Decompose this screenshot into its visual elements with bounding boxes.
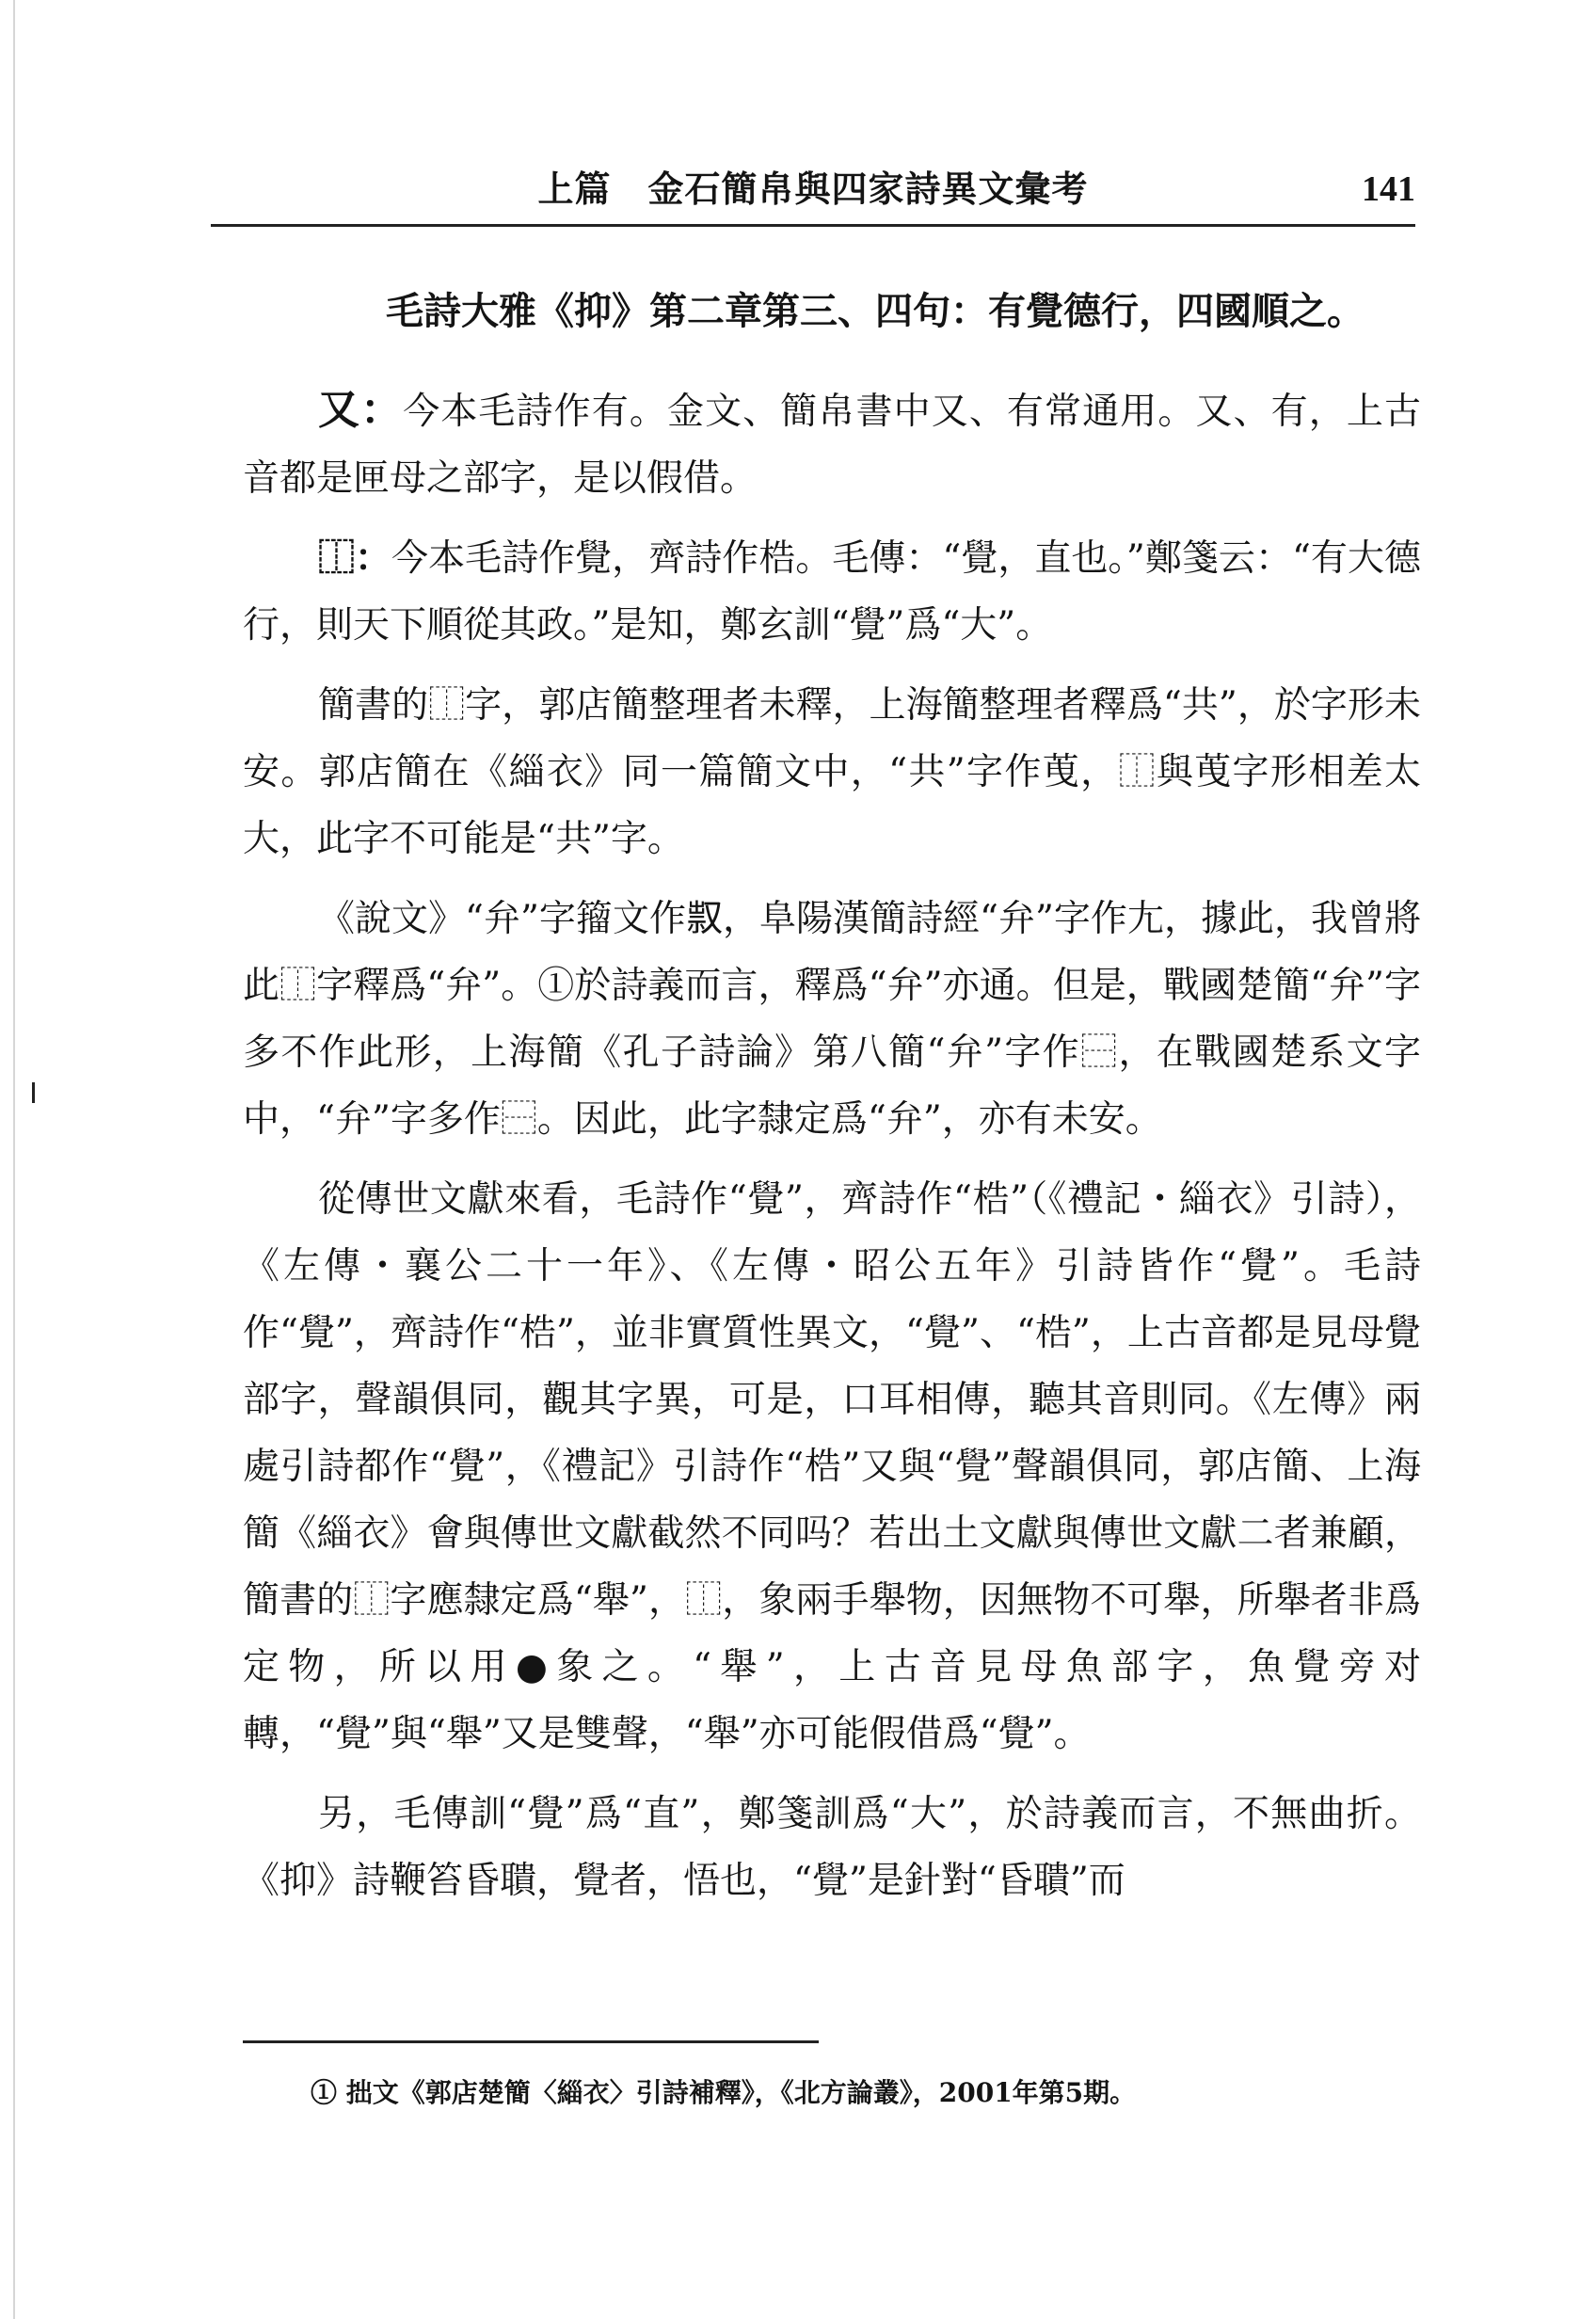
footnote-rule xyxy=(243,2040,819,2043)
margin-mark xyxy=(32,1082,35,1103)
paragraph-text: 今本毛詩作覺，齊詩作梏。毛傳：“覺，直也。”鄭箋云：“有大德行，則天下順從其政。”是知，鄭玄訓“覺”爲“大”。 xyxy=(243,537,1421,647)
paragraph-text: 從傳世文獻來看，毛詩作“覺”，齊詩作“梏”（《禮記・緇衣》引詩），《左傳・襄公二十一年》、《左傳・昭公五年》引詩皆作“覺”。毛詩作“覺”，齊詩作“梏”，並非實質性異文，“覺”、“梏”，上古音都是見母覺部字，聲韻俱同，觀其字異，可是，口耳相傳，聽其音則同。《左傳》兩處引詩都作“覺”，《禮記》引詩作“梏”又與“覺”聲韻俱同，郭店簡、上海簡《緇衣》會與傳世文獻截然不同吗？若出土文獻與傳世文獻二者兼顧，簡書的⿰字應隸定爲“舉”，⿰，象兩手舉物，因無物不可舉，所舉者非爲定物，所以用●象之。“舉”，上古音見母魚部字，魚覺旁对轉，“覺”與“舉”又是雙聲，“舉”亦可能假借爲“覺”。 xyxy=(243,1178,1421,1755)
page-number: 141 xyxy=(1362,169,1415,209)
header-rule xyxy=(211,224,1415,227)
header-title: 上篇 金石簡帛與四家詩異文彙考 xyxy=(537,168,1089,210)
paragraph-text: 《說文》“弁”字籀文作𠭥，阜陽漢簡詩經“弁”字作𡯁，據此，我曾將此⿰字釋爲“弁”。①於詩義而言，釋爲“弁”亦通。但是，戰國楚簡“弁”字多不作此形，上海簡《孔子詩論》第八簡“弁”字作⿱，在戰國楚系文字中，“弁”字多作⿱。因此，此字隸定爲“弁”，亦有未安。 xyxy=(243,898,1421,1141)
paragraph xyxy=(243,1166,1421,1767)
paragraph-jue xyxy=(243,525,1421,659)
paragraph-text: 今本毛詩作有。金文、簡帛書中又、有常通用。又、有，上古音都是匣母之部字，是以假借。 xyxy=(243,391,1421,500)
footnote: ① 拙文《郭店楚簡〈緇衣〉引詩補釋》，《北方論叢》，2001年第5期。 xyxy=(311,2077,1137,2108)
page-left-edge xyxy=(13,0,15,2319)
paragraph-text: 簡書的⿰字，郭店簡整理者未釋，上海簡整理者釋爲“共”，於字形未安。郭店簡在《緇衣》同一篇簡文中，“共”字作䒶，⿰與䒶字形相差太大，此字不可能是“共”字。 xyxy=(243,684,1421,860)
citation-heading: 毛詩大雅《抑》第二章第三、四句：有覺德行，四國順之。 xyxy=(386,290,1365,333)
paragraph-text: 另，毛傳訓“覺”爲“直”，鄭箋訓爲“大”，於詩義而言，不無曲折。《抑》詩鞭笞昏聵，覺者，悟也，“覺”是針對“昏聵”而 xyxy=(243,1793,1421,1902)
paragraph xyxy=(243,886,1421,1153)
paragraph xyxy=(243,672,1421,872)
paragraph-lead: 又： xyxy=(318,386,404,434)
paragraph xyxy=(243,1781,1421,1914)
body-text xyxy=(243,376,1421,1927)
running-header xyxy=(211,158,1415,220)
paragraph-lead: ⿰： xyxy=(318,536,392,580)
paragraph-you xyxy=(243,376,1421,512)
